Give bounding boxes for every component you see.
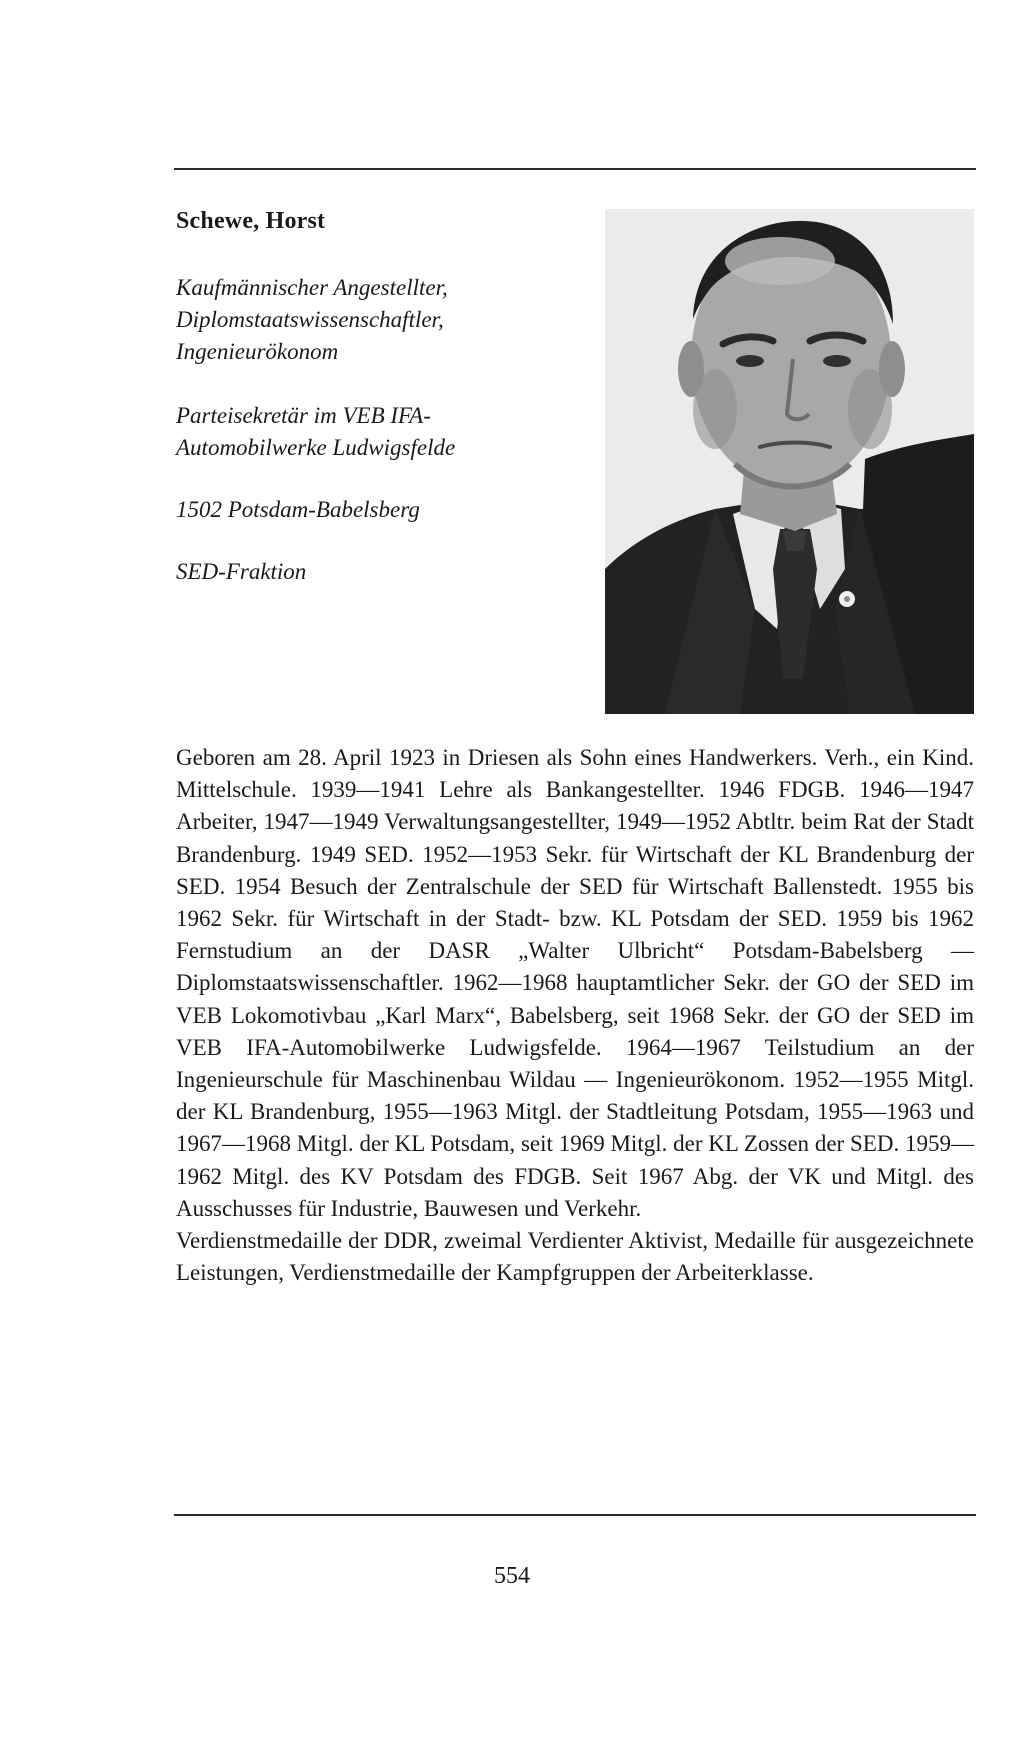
page-number: 554 xyxy=(494,1563,530,1589)
professions xyxy=(176,272,448,368)
profession-line: Diplomstaatswissenschaftler, xyxy=(176,307,444,332)
address: 1502 Potsdam-Babelsberg xyxy=(176,497,420,522)
biography-paragraph: Geboren am 28. April 1923 in Driesen als Sohn eines Handwerkers. Verh., ein Kind. Mittelschule. 1939—1941 Lehre als Bankangestellter. 1946 FDGB. 1946—1947 Arbeiter, 1947—1949 Verwaltungsangestellter, 1949—1952 Abtltr. beim Rat der Stadt Brandenburg. 1949 SED. 1952—1953 Sekr. für Wirtschaft der KL Brandenburg der SED. 1954 Besuch der Zentralschule der SED für Wirtschaft Ballenstedt. 1955 bis 1962 Sekr. für Wirtschaft in der Stadt- bzw. KL Potsdam der SED. 1959 bis 1962 Fernstudium an der DASR „Walter Ulbricht“ Potsdam-Babelsberg — Diplomstaatswissenschaftler. 1962—1968 hauptamtlicher Sekr. der GO der SED im VEB Lokomotivbau „Karl Marx“, Babelsberg, seit 1968 Sekr. der GO der SED im VEB IFA-Automobilwerke Ludwigsfelde. 1964—1967 Teilstudium an der Ingenieurschule für Maschinenbau Wildau — Ingenieurökonom. 1952—1955 Mitgl. der KL Brandenburg, 1955—1963 Mitgl. der Stadtleitung Potsdam, 1955—1963 und 1967—1968 Mitgl. der KL Potsdam, seit 1969 Mitgl. der KL Zossen der SED. 1959—1962 Mitgl. des KV Potsdam des FDGB. Seit 1967 Abg. der VK und Mitgl. des Ausschusses für Industrie, Bauwesen und Verkehr. xyxy=(176,745,974,1221)
portrait-photo xyxy=(605,209,974,714)
faction: SED-Fraktion xyxy=(176,559,307,584)
position-line: Parteisekretär im VEB IFA- xyxy=(176,403,431,428)
profession-line: Ingenieurökonom xyxy=(176,339,339,364)
portrait-photo-icon xyxy=(605,209,974,714)
bottom-rule xyxy=(174,1514,976,1516)
position xyxy=(176,400,455,464)
biography-paragraph: Verdienstmedaille der DDR, zweimal Verdienter Aktivist, Medaille für ausgezeichnete Leistungen, Verdienstmedaille der Kampfgruppen der Arbeiterklasse. xyxy=(176,1228,974,1286)
top-rule xyxy=(174,168,976,170)
position-line: Automobilwerke Ludwigsfelde xyxy=(176,435,456,460)
profession-line: Kaufmännischer Angestellter, xyxy=(176,275,448,300)
biography xyxy=(176,742,974,1289)
person-name: Schewe, Horst xyxy=(176,208,326,234)
